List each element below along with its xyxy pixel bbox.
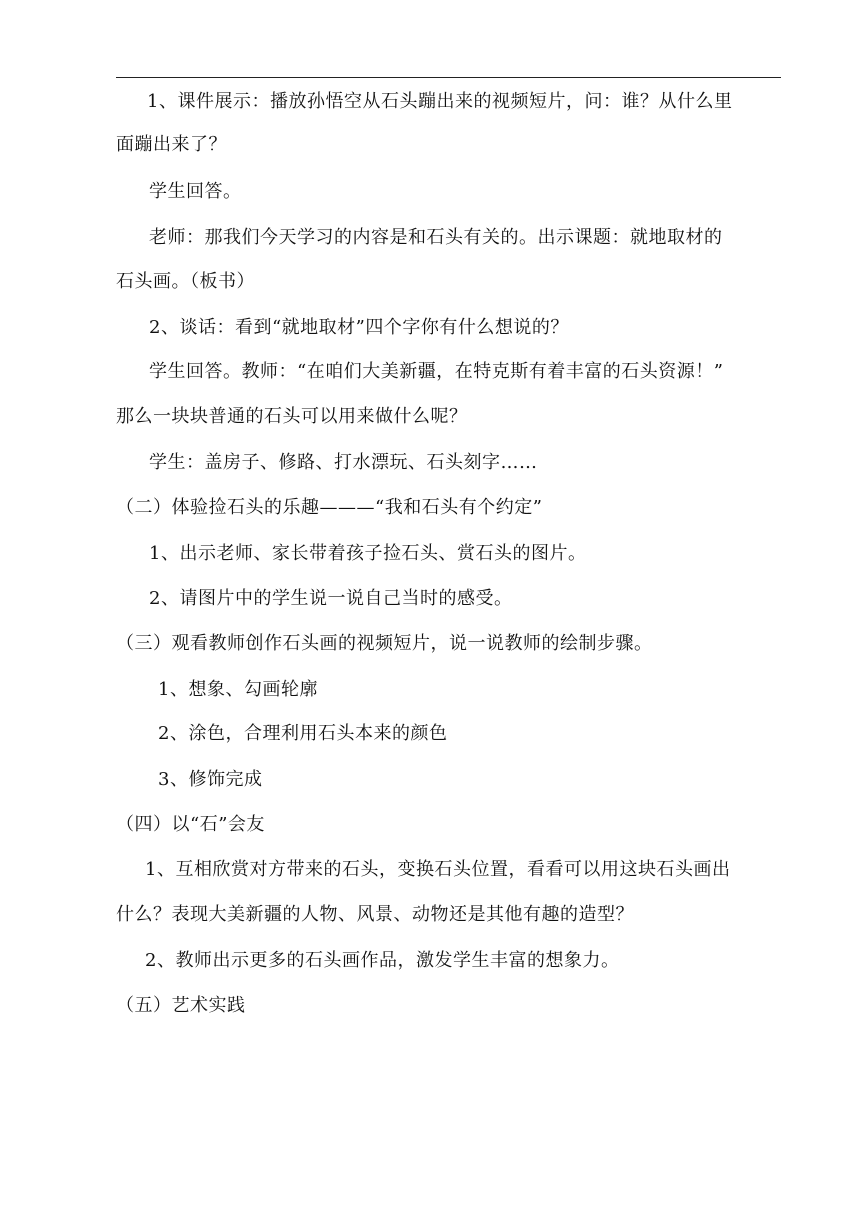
paragraph-line: 2、请图片中的学生说一说自己当时的感受。 bbox=[149, 588, 513, 609]
list-item: 3、修饰完成 bbox=[158, 769, 263, 790]
paragraph-line: 石头画。（板书） bbox=[116, 271, 255, 292]
section-heading: （二）体验捡石头的乐趣———“我和石头有个约定” bbox=[116, 497, 543, 518]
paragraph-line: 1、互相欣赏对方带来的石头，变换石头位置，看看可以用这块石头画出 bbox=[145, 859, 731, 880]
paragraph-line: 1、出示老师、家长带着孩子捡石头、赏石头的图片。 bbox=[149, 543, 587, 564]
header-rule bbox=[116, 77, 781, 78]
section-heading: （三）观看教师创作石头画的视频短片，说一说教师的绘制步骤。 bbox=[116, 633, 653, 654]
paragraph-line: 2、教师出示更多的石头画作品，激发学生丰富的想象力。 bbox=[145, 950, 620, 971]
paragraph-line: 2、谈话：看到“就地取材”四个字你有什么想说的？ bbox=[149, 317, 569, 338]
paragraph-line: 学生回答。教师：“在咱们大美新疆，在特克斯有着丰富的石头资源！” bbox=[149, 361, 724, 382]
paragraph-line: 老师：那我们今天学习的内容是和石头有关的。出示课题：就地取材的 bbox=[149, 227, 723, 248]
paragraph-line: 学生：盖房子、修路、打水漂玩、石头刻字…… bbox=[149, 452, 538, 473]
list-item: 1、想象、勾画轮廓 bbox=[158, 679, 318, 700]
paragraph-line: 1、课件展示：播放孙悟空从石头蹦出来的视频短片，问：谁？从什么里 bbox=[147, 91, 733, 112]
paragraph-line: 面蹦出来了？ bbox=[116, 134, 227, 155]
section-heading: （五）艺术实践 bbox=[116, 995, 246, 1016]
paragraph-line: 那么一块块普通的石头可以用来做什么呢？ bbox=[116, 406, 468, 427]
paragraph-line: 什么？表现大美新疆的人物、风景、动物还是其他有趣的造型？ bbox=[116, 904, 634, 925]
paragraph-line: 学生回答。 bbox=[149, 181, 242, 202]
section-heading: （四）以“石”会友 bbox=[116, 814, 265, 835]
list-item: 2、涂色，合理利用石头本来的颜色 bbox=[158, 723, 448, 744]
